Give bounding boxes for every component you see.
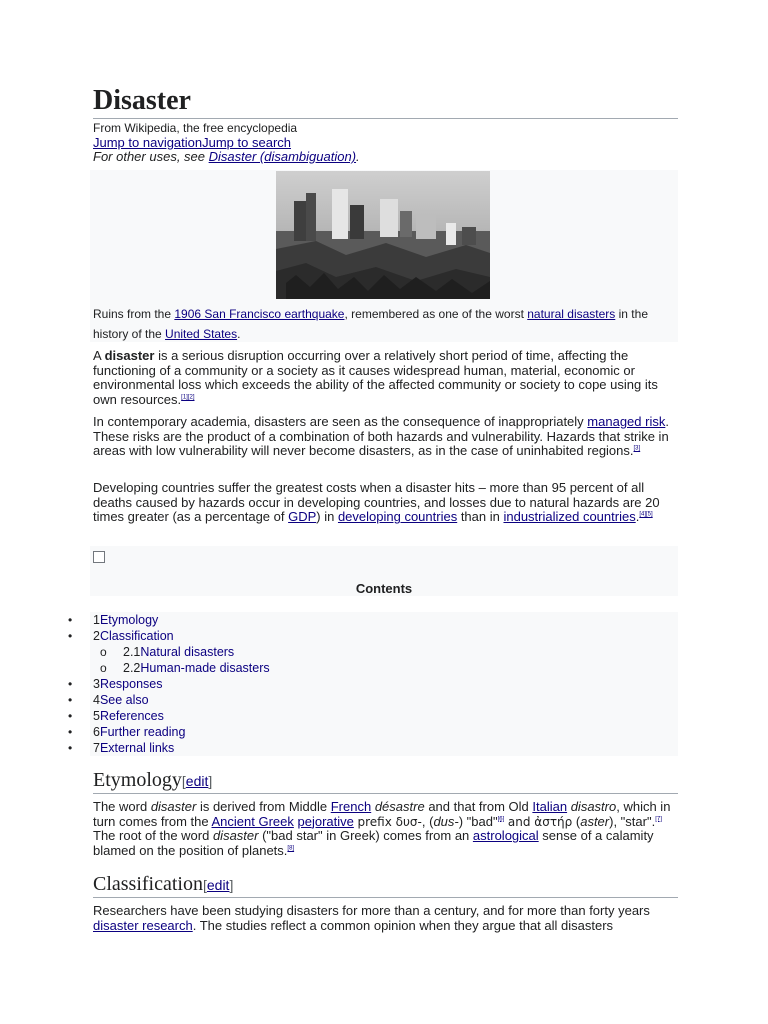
classification-paragraph bbox=[93, 904, 678, 933]
toc-link[interactable] bbox=[93, 724, 185, 740]
text: ), "star". bbox=[609, 813, 656, 829]
bullet-icon: • bbox=[68, 725, 73, 739]
caption-text: in the history of the bbox=[93, 307, 648, 341]
text: A bbox=[93, 348, 105, 363]
figure-caption bbox=[93, 304, 675, 344]
page-title: Disaster bbox=[93, 84, 678, 119]
earthquake-photo-graphic bbox=[276, 171, 490, 299]
toc-link[interactable] bbox=[93, 708, 164, 724]
hatnote-suffix: . bbox=[356, 149, 360, 164]
bullet-icon: • bbox=[68, 677, 73, 691]
site-tagline: From Wikipedia, the free encyclopedia bbox=[93, 121, 298, 135]
toc-item bbox=[68, 708, 678, 724]
hatnote bbox=[93, 149, 360, 164]
edit-section bbox=[203, 877, 233, 893]
toc-label: References bbox=[99, 709, 164, 723]
jump-to-search-link[interactable]: Jump to search bbox=[202, 135, 291, 150]
bullet-icon: • bbox=[68, 709, 73, 723]
toc-link[interactable] bbox=[93, 740, 174, 756]
etymology-heading bbox=[93, 768, 678, 794]
text: ) in bbox=[316, 509, 338, 525]
toc-item bbox=[90, 660, 678, 676]
text: . These risks are the product of a combination of both hazards and vulnerability. Hazards that strike in areas with low vulnerability will never become disasters, as in the case of uninhabited regions. bbox=[93, 414, 669, 459]
edit-etymology-link[interactable]: edit bbox=[185, 773, 209, 789]
bold-term: disaster bbox=[104, 348, 155, 363]
toc-number: 2.2 bbox=[123, 661, 141, 675]
toc-item bbox=[68, 724, 678, 740]
toc-toggle-checkbox[interactable] bbox=[93, 551, 105, 563]
text: sense of a calamity blamed on the position of planets. bbox=[93, 828, 654, 859]
italic-term: dus- bbox=[433, 813, 459, 829]
french-link[interactable]: French bbox=[330, 799, 372, 814]
italic-term: aster bbox=[580, 813, 610, 829]
contents-title: Contents bbox=[355, 581, 413, 596]
text: Researchers have been studying disasters for more than a century, and for more than forty years bbox=[93, 903, 650, 918]
intro-paragraph-1 bbox=[93, 349, 678, 408]
circle-bullet-icon: o bbox=[100, 645, 107, 659]
edit-classification-link[interactable]: edit bbox=[206, 877, 230, 893]
toc-number: 7 bbox=[93, 741, 100, 755]
text: ( bbox=[572, 813, 581, 829]
toc-link[interactable] bbox=[93, 692, 149, 708]
citation-link[interactable]: [6] bbox=[497, 816, 505, 823]
toc-label: Further reading bbox=[99, 725, 186, 739]
toc-label: Classification bbox=[99, 629, 174, 643]
bullet-icon: • bbox=[68, 629, 73, 643]
circle-bullet-icon: o bbox=[100, 661, 107, 675]
italic-term: désastre bbox=[374, 799, 425, 814]
italic-term: disaster bbox=[212, 828, 259, 844]
edit-section bbox=[182, 773, 212, 789]
disaster-research-link[interactable]: disaster research bbox=[93, 917, 193, 933]
toc-label: Etymology bbox=[99, 613, 159, 627]
text: Developing countries suffer the greatest costs when a disaster hits – more than 95 percent of all deaths caused by hazards occur in developing countries, and losses due to natural hazards are 20 times greater (as a percentage of bbox=[93, 480, 660, 525]
toc-number: 4 bbox=[93, 693, 100, 707]
ancient-greek-link[interactable]: Ancient Greek bbox=[211, 813, 294, 829]
bracket: ] bbox=[208, 773, 213, 789]
italian-link[interactable]: Italian bbox=[532, 799, 568, 814]
text: . bbox=[635, 509, 640, 525]
toc-label: External links bbox=[99, 741, 175, 755]
toc-item bbox=[68, 628, 678, 644]
bullet-icon: • bbox=[68, 693, 73, 707]
jump-links bbox=[93, 135, 291, 150]
toc-item bbox=[68, 692, 678, 708]
toc-item bbox=[68, 676, 678, 692]
text: is a serious disruption occurring over a relatively short period of time, affecting the functioning of a community or a society as it causes widespread human, material, economic or environmental loss which exceeds the ability of the affected community or society to cope using its own resources. bbox=[93, 348, 658, 408]
section-title: Etymology bbox=[93, 769, 182, 791]
citation-link[interactable]: [7] bbox=[655, 816, 662, 823]
toc-number: 2 bbox=[93, 629, 100, 643]
toc-label: Human-made disasters bbox=[140, 661, 270, 675]
text: ) "bad" bbox=[458, 813, 498, 829]
toc-number: 1 bbox=[93, 613, 100, 627]
etymology-paragraph bbox=[93, 800, 678, 859]
infobox-figure bbox=[90, 170, 678, 342]
intro-paragraph-3 bbox=[93, 481, 678, 525]
bullet-icon: • bbox=[68, 741, 73, 755]
bullet-icon: • bbox=[68, 613, 73, 627]
toc-number: 2.1 bbox=[123, 645, 141, 659]
astrological-link[interactable]: astrological bbox=[472, 828, 539, 844]
text: ("bad star" in Greek) comes from an bbox=[258, 828, 473, 844]
natural-disasters-link[interactable]: natural disasters bbox=[527, 307, 616, 321]
united-states-link[interactable]: United States bbox=[165, 327, 238, 341]
industrialized-countries-link[interactable]: industrialized countries bbox=[503, 509, 636, 525]
text: In contemporary academia, disasters are seen as the consequence of inappropriately bbox=[93, 414, 588, 429]
text: than in bbox=[457, 509, 504, 525]
disambiguation-link[interactable]: Disaster (disambiguation) bbox=[208, 149, 357, 164]
pejorative-link[interactable]: pejorative bbox=[297, 813, 354, 829]
toc-label: Natural disasters bbox=[140, 645, 235, 659]
toc-item bbox=[68, 740, 678, 756]
greek-text: prefix δυσ- bbox=[357, 814, 422, 829]
caption-text: Ruins from the bbox=[93, 307, 175, 321]
greek-text: and ἀστήρ bbox=[507, 814, 573, 829]
section-title: Classification bbox=[93, 873, 203, 895]
earthquake-ruins-image[interactable] bbox=[276, 171, 490, 299]
toc-link[interactable] bbox=[93, 612, 158, 628]
toc-number: 6 bbox=[93, 725, 100, 739]
text: The root of the word bbox=[93, 828, 213, 844]
classification-heading bbox=[93, 872, 678, 898]
text: The word bbox=[93, 799, 151, 814]
caption-text: . bbox=[237, 327, 241, 341]
san-francisco-earthquake-link[interactable]: 1906 San Francisco earthquake bbox=[174, 307, 345, 321]
toc-item bbox=[68, 612, 678, 628]
toc-link[interactable] bbox=[123, 660, 270, 676]
managed-risk-link[interactable]: managed risk bbox=[587, 414, 666, 429]
intro-paragraph-2 bbox=[93, 415, 678, 459]
text: , which in turn comes from the bbox=[93, 799, 671, 829]
text: and that from Old bbox=[424, 799, 533, 814]
toc-label: See also bbox=[99, 693, 149, 707]
developing-countries-link[interactable]: developing countries bbox=[337, 509, 458, 525]
toc-link[interactable] bbox=[93, 676, 163, 692]
text: . The studies reflect a common opinion when they argue that all disasters bbox=[192, 917, 614, 933]
gdp-link[interactable]: GDP bbox=[288, 509, 317, 525]
caption-text: , remembered as one of the worst bbox=[344, 307, 528, 321]
italic-term: disaster bbox=[150, 799, 197, 814]
toc-label: Responses bbox=[99, 677, 163, 691]
citation-link[interactable]: [3] bbox=[633, 446, 641, 453]
toc-link[interactable] bbox=[93, 628, 174, 644]
jump-to-navigation-link[interactable]: Jump to navigation bbox=[93, 135, 203, 150]
bracket: ] bbox=[229, 877, 234, 893]
bracket: [ bbox=[202, 877, 207, 893]
text: , ( bbox=[421, 813, 434, 829]
citation-link[interactable]: [1][2] bbox=[181, 394, 195, 401]
hatnote-text: For other uses, see bbox=[93, 149, 209, 164]
toc-number: 5 bbox=[93, 709, 100, 723]
toc-number: 3 bbox=[93, 677, 100, 691]
italic-term: disastro bbox=[570, 799, 617, 814]
citation-link[interactable]: [4][5] bbox=[639, 512, 653, 519]
toc-box bbox=[90, 546, 678, 596]
text: is derived from Middle bbox=[196, 799, 331, 814]
citation-link[interactable]: [8] bbox=[287, 845, 295, 852]
toc-item bbox=[90, 644, 678, 660]
toc-link[interactable] bbox=[123, 644, 234, 660]
bracket: [ bbox=[181, 773, 186, 789]
